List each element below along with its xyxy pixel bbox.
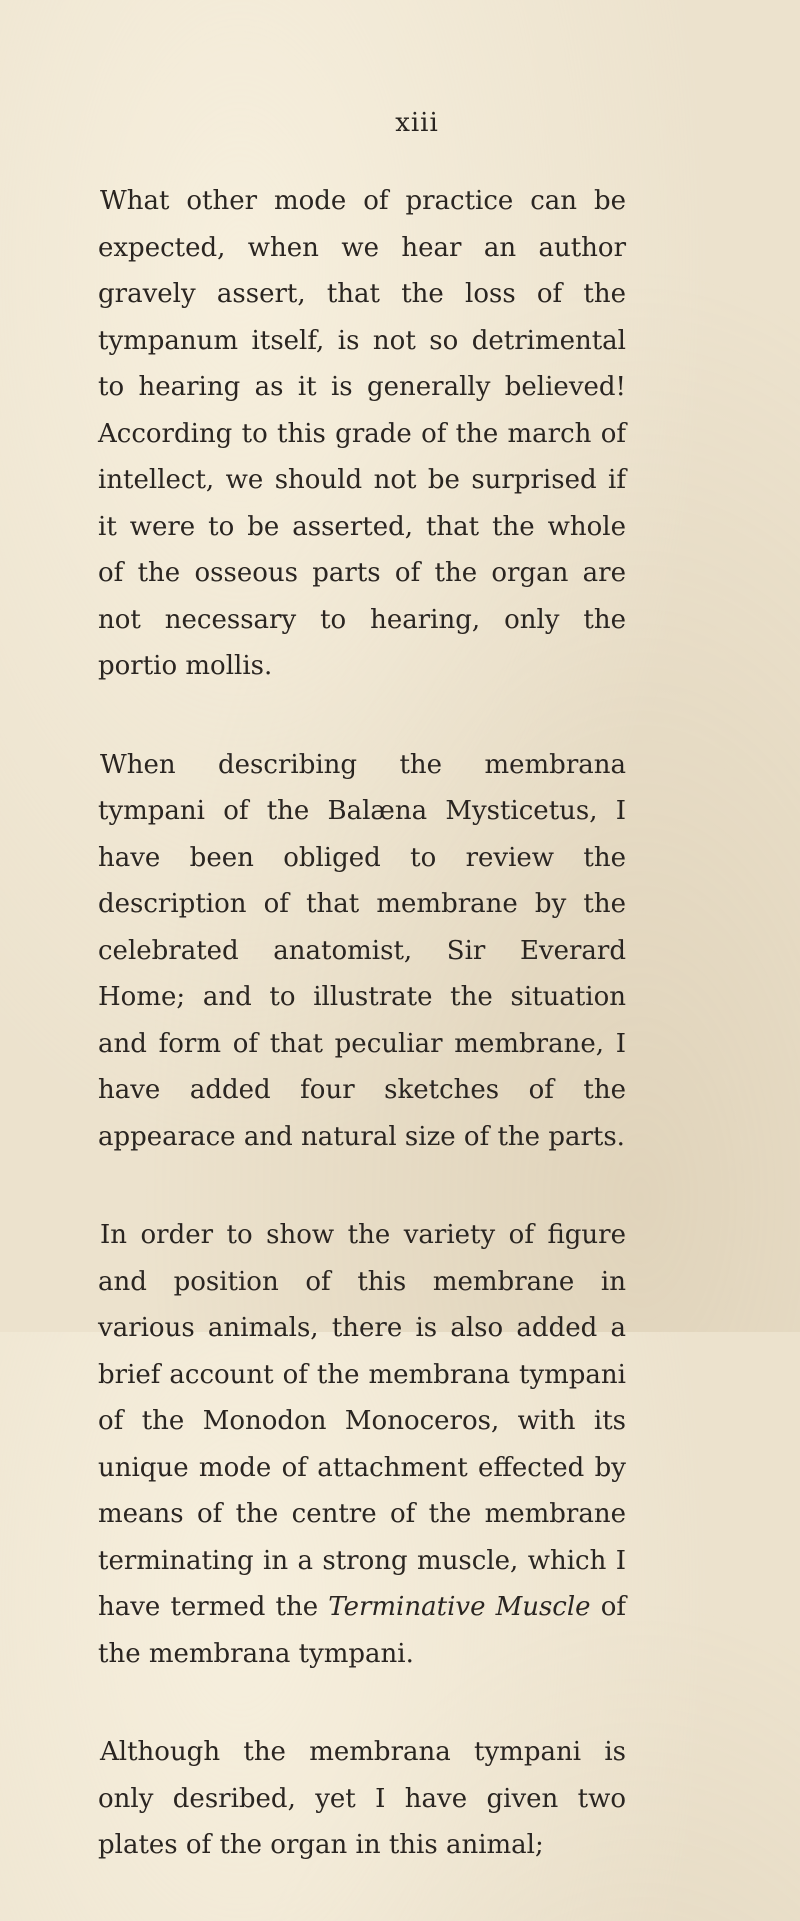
paragraph-3-tail: of the membrana tympani.: [98, 1592, 626, 1669]
paragraph-2: When describing the membrana tympani of the Balæna Mysticetus, I have been obliged to review the description of that membrane by the celebrated anatomist, Sir Everard Home; and to illustrate the situation and form of that peculiar membrane, I have added four sketches of the appearace and natural size of the parts.: [98, 749, 626, 1152]
paragraph-4: Although the membrana tympani is only desribed, yet I have given two plates of the organ in this animal;: [98, 1737, 626, 1860]
paragraph-1: What other mode of practice can be expected, when we hear an author gravely assert, that the loss of the tympanum itself, is not so detrimental to hearing as it is generally believed! According to this grade of the march of intellect, we should not be surprised if it were to be asserted, that the whole of the osseous parts of the organ are not necessary to hearing, only the portio mollis.: [98, 186, 626, 681]
page-body: [98, 178, 626, 1921]
paragraph-3-text: In order to show the variety of figure and position of this membrane in various animals, there is also added a brief account of the membrana tympani of the Monodon Monoceros, with its unique mode of attachment effected by means of the centre of the membrane terminating in a strong muscle, which I have termed the: [98, 1220, 626, 1622]
terminative-muscle-term: Terminative Muscle: [328, 1592, 591, 1622]
page-number: xiii: [395, 108, 439, 138]
paragraph-3: [98, 1212, 626, 1677]
